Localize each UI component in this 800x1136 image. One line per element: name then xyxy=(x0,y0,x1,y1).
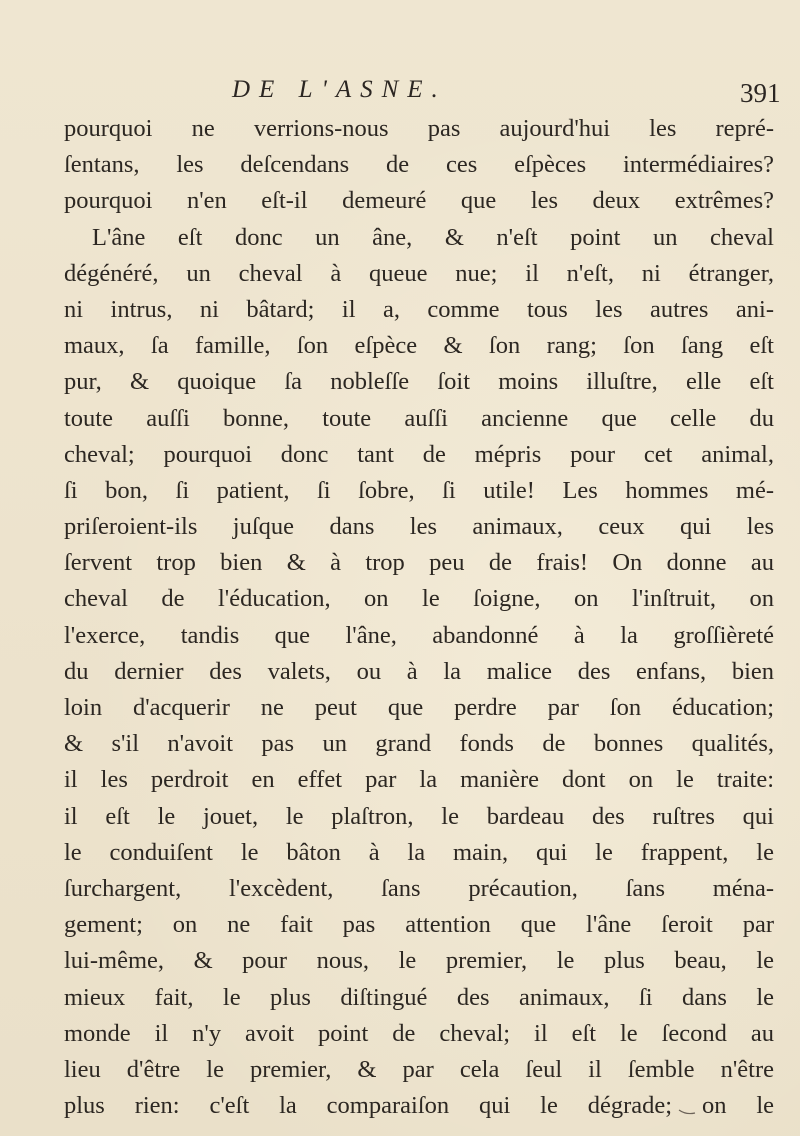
text-line: l'exerce, tandis que l'âne, abandonné à la groſſièreté xyxy=(64,621,774,649)
text-line: lieu d'être le premier, & par cela ſeul il ſemble n'être xyxy=(64,1055,774,1083)
text-line: dégénéré, un cheval à queue nue; il n'eſt, ni étranger, xyxy=(64,259,774,287)
text-line: maux, ſa famille, ſon eſpèce & ſon rang; ſon ſang eſt xyxy=(64,332,774,360)
text-line: cheval; pourquoi donc tant de mépris pour cet animal, xyxy=(64,440,774,468)
text-line: cheval de l'éducation, on le ſoigne, on l'inſtruit, on xyxy=(64,585,774,613)
text-line: loin d'acquerir ne peut que perdre par ſon éducation; xyxy=(64,694,774,721)
text-line: L'âne eſt donc un âne, & n'eſt point un cheval xyxy=(92,223,774,251)
running-head: DE L'ASNE. xyxy=(232,76,447,103)
text-line: lui-même, & pour nous, le premier, le plus beau, le xyxy=(64,947,774,975)
text-line: ni intrus, ni bâtard; il a, comme tous les autres ani- xyxy=(64,295,774,323)
text-line: il eſt le jouet, le plaſtron, le bardeau des ruſtres qui xyxy=(64,802,774,830)
text-line: il les perdroit en effet par la manière dont on le traite: xyxy=(64,766,774,794)
text-line: le conduiſent le bâton à la main, qui le frappent, le xyxy=(64,838,774,866)
text-line: pourquoi ne verrions-nous pas aujourd'hui les repré- xyxy=(64,115,774,142)
text-line: & s'il n'avoit pas un grand fonds de bonnes qualités, xyxy=(64,730,774,758)
body-text xyxy=(64,111,774,1124)
text-line: mieux fait, le plus diſtingué des animaux, ſi dans le xyxy=(64,983,774,1011)
text-line: du dernier des valets, ou à la malice des enfans, bien xyxy=(64,657,774,685)
text-line: gement; on ne fait pas attention que l'âne ſeroit par xyxy=(64,911,774,939)
text-line: toute auſſi bonne, toute auſſi ancienne que celle du xyxy=(64,404,774,432)
text-line: monde il n'y avoit point de cheval; il eſt le ſecond au xyxy=(64,1019,774,1047)
text-line: priſeroient-ils juſque dans les animaux, ceux qui les xyxy=(64,513,774,541)
ink-smudge xyxy=(678,1108,696,1116)
text-line: ſentans, les deſcendans de ces eſpèces intermédiaires? xyxy=(64,151,774,179)
text-line: pourquoi n'en eſt-il demeuré que les deux extrêmes? xyxy=(64,187,774,215)
text-line: ſi bon, ſi patient, ſi ſobre, ſi utile! Les hommes mé- xyxy=(64,476,774,504)
text-line: ſurchargent, l'excèdent, ſans précaution, ſans ména- xyxy=(64,874,774,902)
text-line: pur, & quoique ſa nobleſſe ſoit moins illuſtre, elle eſt xyxy=(64,368,774,396)
text-line: plus rien: c'eſt la comparaiſon qui le dégrade; on le xyxy=(64,1092,774,1120)
text-line: ſervent trop bien & à trop peu de frais! On donne au xyxy=(64,549,774,577)
page-number: 391 xyxy=(740,78,781,108)
